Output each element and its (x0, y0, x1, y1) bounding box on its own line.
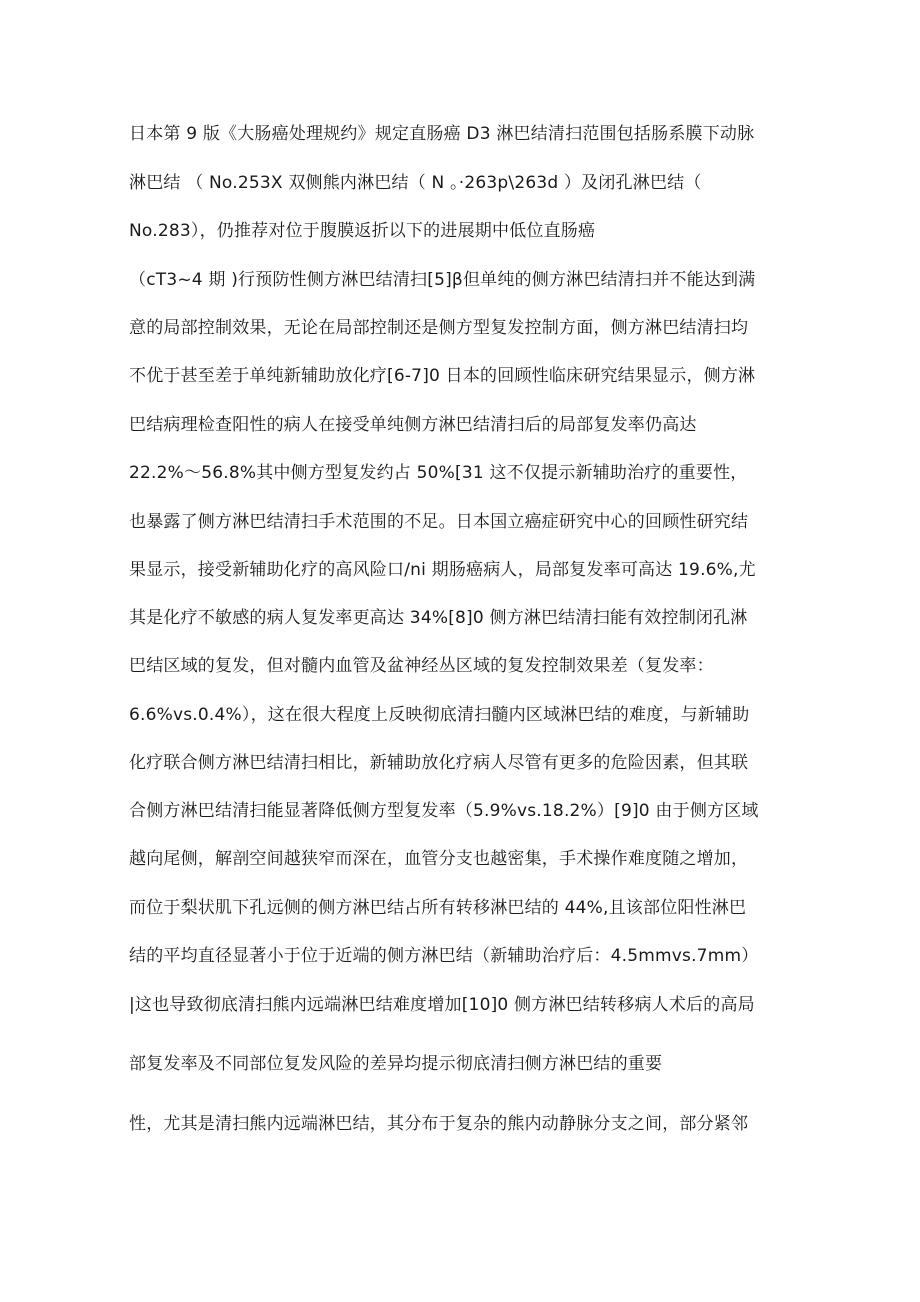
text-line: 结的平均直径显著小于位于近端的侧方淋巴结（新辅助治疗后：4.5mmvs.7mm） (129, 946, 759, 966)
text-line: 22.2%～56.8%其中侧方型复发约占 50%[31 这不仅提示新辅助治疗的重要性， (129, 463, 748, 483)
text-line: 不优于甚至差于单纯新辅助放化疗[6-7]0 日本的回顾性临床研究结果显示，侧方淋 (129, 366, 756, 386)
text-line: 日本第 9 版《大肠癌处理规约》规定直肠癌 D3 淋巴结清扫范围包括肠系膜下动脉 (129, 124, 755, 144)
text-line: 而位于梨状肌下孔远侧的侧方淋巴结占所有转移淋巴结的 44%,且该部位阳性淋巴 (129, 898, 747, 918)
text-line: 果显示，接受新辅助化疗的高风险口/ni 期肠癌病人，局部复发率可高达 19.6%,尤 (129, 560, 756, 580)
text-line: No.283），仍推荐对位于腹膜返折以下的进展期中低位直肠癌 (129, 221, 596, 241)
text-line: |这也导致彻底清扫熊内远端淋巴结难度增加[10]0 侧方淋巴结转移病人术后的高局 (129, 995, 755, 1015)
text-line: 也暴露了侧方淋巴结清扫手术范围的不足。日本国立癌症研究中心的回顾性研究结 (129, 512, 749, 532)
text-line: （cT3~4 期 )行预防性侧方淋巴结清扫[5]β但单纯的侧方淋巴结清扫并不能达到满 (129, 270, 756, 290)
text-line: 6.6%vs.0.4%），这在很大程度上反映彻底清扫髓内区域淋巴结的难度，与新辅助 (129, 705, 750, 725)
text-line: 其是化疗不敏感的病人复发率更高达 34%[8]0 侧方淋巴结清扫能有效控制闭孔淋 (129, 608, 748, 628)
text-line: 淋巴结 （ No.253X 双侧熊内淋巴结（ N 。·263p\263d ）及闭孔淋巴结（ (129, 173, 702, 193)
text-line: 意的局部控制效果，无论在局部控制还是侧方型复发控制方面，侧方淋巴结清扫均 (129, 318, 749, 338)
text-line: 巴结区域的复发，但对髓内血管及盆神经丛区域的复发控制效果差（复发率： (129, 656, 714, 676)
text-line: 巴结病理检查阳性的病人在接受单纯侧方淋巴结清扫后的局部复发率仍高达 (129, 415, 697, 435)
text-line: 化疗联合侧方淋巴结清扫相比，新辅助放化疗病人尽管有更多的危险因素，但其联 (129, 753, 749, 773)
text-line: 部复发率及不同部位复发风险的差异均提示彻底清扫侧方淋巴结的重要 (129, 1054, 663, 1074)
text-line: 性，尤其是清扫熊内远端淋巴结，其分布于复杂的熊内动静脉分支之间，部分紧邻 (129, 1114, 749, 1134)
text-line: 越向尾侧，解剖空间越狭窄而深在，血管分支也越密集，手术操作难度随之增加， (129, 849, 749, 869)
text-line: 合侧方淋巴结清扫能显著降低侧方型复发率（5.9%vs.18.2%）[9]0 由于侧方区域 (129, 801, 759, 821)
